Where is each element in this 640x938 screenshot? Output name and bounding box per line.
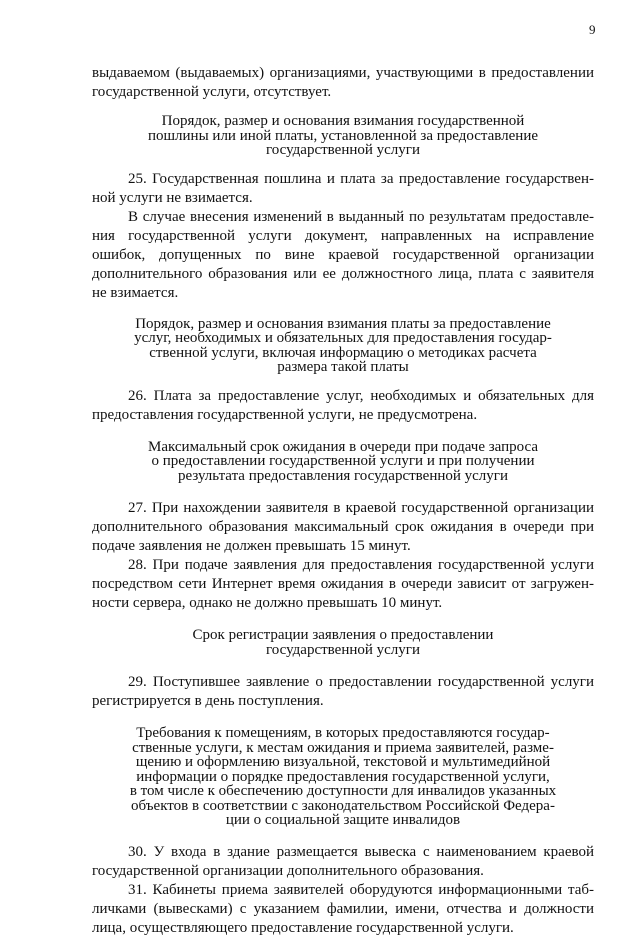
paragraph: 31. Кабинеты приема заявителей оборудуются информационными таб-личками (вывесками) с указанием фамилии, имени, отчества и должности лица, осуществляющего предоставление государственной услуги. bbox=[92, 881, 594, 936]
paragraph: 29. Поступившее заявление о предоставлении государственной услуги регистрируется в день поступления. bbox=[92, 674, 594, 709]
section-heading bbox=[133, 440, 553, 484]
paragraph: 27. При нахождении заявителя в краевой государственной организации дополнительного образования максимальный срок ожидания в очереди при подаче заявления не должен превышать 15 минут. bbox=[92, 500, 594, 554]
heading-line: объектов в соответствии с законодательством Российской Федера- bbox=[131, 797, 555, 814]
heading-line: государственной услуги bbox=[266, 641, 420, 658]
heading-line: информации о порядке предоставления государственной услуги, bbox=[136, 768, 550, 785]
heading-line: пошлины или иной платы, установленной за предоставление bbox=[147, 127, 539, 144]
heading-line: Максимальный срок ожидания в очереди при подаче запроса bbox=[147, 438, 539, 455]
paragraph: 30. У входа в здание размещается вывеска с наименованием краевой государственной организации дополнительного образования. bbox=[92, 843, 594, 879]
heading-line: государственной услуги bbox=[266, 142, 420, 158]
section-heading bbox=[133, 114, 553, 158]
page-number: 9 bbox=[589, 22, 596, 37]
section-heading bbox=[123, 726, 563, 828]
heading-line: услуг, необходимых и обязательных для предоставления государ- bbox=[134, 330, 552, 346]
section-heading bbox=[123, 317, 563, 375]
paragraph: В случае внесения изменений в выданный по результатам предоставле-ния государственной услуги документ, направленных на исправление ошибок, допущенных по вине краевой государственной организации дополнительного образования или ее должностного лица, плата с заявителя не взимается. bbox=[92, 208, 594, 301]
heading-line: Порядок, размер и основания взимания платы за предоставление bbox=[135, 315, 551, 332]
paragraph: выдаваемом (выдаваемых) организациями, участвующими в предоставлении государственной услуги, отсутствует. bbox=[92, 65, 594, 100]
heading-line: о предоставлении государственной услуги и при получении bbox=[151, 453, 535, 469]
heading-line: результата предоставления государственной услуги bbox=[178, 467, 508, 484]
heading-line: ственные услуги, к местам ожидания и приема заявителей, разме- bbox=[132, 739, 554, 756]
heading-line: размера такой платы bbox=[277, 359, 409, 375]
heading-line: Порядок, размер и основания взимания государственной bbox=[161, 113, 525, 129]
heading-line: ственной услуги, включая информацию о методиках расчета bbox=[149, 344, 537, 361]
heading-line: ции о социальной защите инвалидов bbox=[225, 812, 461, 828]
section-heading bbox=[133, 628, 553, 657]
paragraph: 26. Плата за предоставление услуг, необходимых и обязательных для предоставления государственной услуги, не предусмотрена. bbox=[92, 387, 594, 423]
paragraph: 25. Государственная пошлина и плата за предоставление государствен-ной услуги не взимается. bbox=[92, 170, 594, 206]
paragraph: 28. При подаче заявления для предоставления государственной услуги посредством сети Интернет время ожидания в очереди зависит от загружен-ности сервера, однако не должно превышать 10 минут. bbox=[92, 557, 594, 611]
heading-line: в том числе к обеспечению доступности для инвалидов указанных bbox=[129, 783, 557, 799]
document-body bbox=[92, 60, 594, 938]
heading-line: щению и оформлению визуальной, текстовой и мультимедийной bbox=[135, 754, 551, 770]
heading-line: Срок регистрации заявления о предоставлении bbox=[192, 627, 494, 643]
heading-line: Требования к помещениям, в которых предоставляются государ- bbox=[136, 725, 550, 741]
